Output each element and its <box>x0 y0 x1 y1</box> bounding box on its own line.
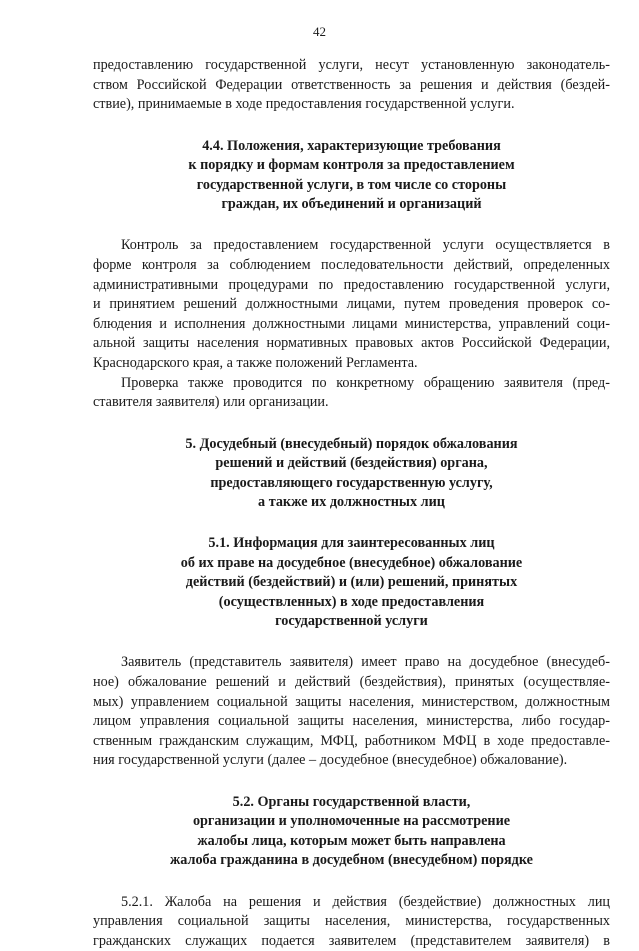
heading-line: 4.4. Положения, характеризующие требования <box>202 137 501 154</box>
heading-line: а также их должностных лиц <box>258 493 445 510</box>
heading-line: об их праве на досудебное (внесудебное) обжалование <box>180 554 523 571</box>
section-4-4-paragraph-2 <box>93 374 610 413</box>
heading-line: (осуществленных) в ходе предоставления <box>218 593 485 610</box>
text-line: форме контроля за соблюдением последовательности действий, определенных <box>93 257 610 273</box>
heading-line: 5.1. Информация для заинтересованных лиц <box>208 535 495 552</box>
text-line: Заявитель (представитель заявителя) имеет право на досудебное (внесудеб- <box>121 654 610 671</box>
heading-line: предоставляющего государственную услугу, <box>210 474 493 491</box>
text-line: ством Российской Федерации ответственность за решения и действия (бездей- <box>93 76 610 93</box>
text-line: ственным гражданским служащим, МФЦ, работником МФЦ в ходе предоставле- <box>93 732 610 749</box>
section-4-4-paragraph-1 <box>93 236 610 373</box>
text-line: управления социальной защиты населения, министерства, государственных <box>93 913 610 930</box>
intro-paragraph <box>93 56 610 115</box>
text-line: мых) управлением социальной защиты населения, министерством, должностным <box>93 693 610 710</box>
text-line: 5.2.1. Жалоба на решения и действия (бездействие) должностных лиц <box>121 893 610 910</box>
text-line: Проверка также проводится по конкретному обращению заявителя (пред- <box>121 374 610 391</box>
section-5-heading <box>93 435 610 513</box>
heading-line: граждан, их объединений и организаций <box>221 196 482 212</box>
text-line: административными процедурами по предоставлению государственной услуги, <box>93 276 610 293</box>
text-line: альной защиты населения нормативных правовых актов Российской Федерации, <box>93 335 610 352</box>
text-line: гражданских служащих подается заявителем (представителем заявителя) в <box>93 932 610 949</box>
text-line: ное) обжалование решений и действий (бездействия), принятых (осуществляе- <box>93 674 610 690</box>
page-number: 42 <box>313 24 326 39</box>
section-5-1-paragraph <box>93 653 610 771</box>
section-5-1-heading <box>93 534 610 631</box>
text-line: ставителя заявителя) или организации. <box>93 394 329 411</box>
heading-line: действий (бездействий) и (или) решений, принятых <box>185 574 518 591</box>
text-line: лицом управления социальной защиты населения, министерства, либо государ- <box>93 713 610 730</box>
heading-line: решений и действий (бездействия) органа, <box>215 455 488 472</box>
heading-line: 5. Досудебный (внесудебный) порядок обжалования <box>185 435 518 452</box>
section-4-4-heading <box>93 137 610 215</box>
text-line: и принятием решений должностными лицами, путем проведения проверок со- <box>93 296 610 313</box>
section-5-2-paragraph <box>93 893 610 951</box>
heading-line: организации и уполномоченные на рассмотрение <box>192 813 511 830</box>
heading-line: государственной услуги, в том числе со стороны <box>196 176 507 193</box>
text-line: блюдения и исполнения должностными лицами министерства, управлений соци- <box>93 315 610 332</box>
text-line: Краснодарского края, а также положений Регламента. <box>93 354 418 371</box>
heading-line: 5.2. Органы государственной власти, <box>232 793 471 810</box>
heading-line: жалоба гражданина в досудебном (внесудебном) порядке <box>170 852 533 869</box>
heading-line: государственной услуги <box>275 613 428 629</box>
text-line: предоставлению государственной услуги, несут установленную законодатель- <box>93 57 610 73</box>
document-body <box>93 56 610 951</box>
heading-line: к порядку и формам контроля за предоставлением <box>188 157 515 174</box>
section-5-2-heading <box>93 793 610 871</box>
text-line: ствие), принимаемые в ходе предоставления государственной услуги. <box>93 96 515 113</box>
text-line: Контроль за предоставлением государственной услуги осуществляется в <box>121 237 610 254</box>
text-line: ния государственной услуги (далее – досудебное (внесудебное) обжалование). <box>93 752 568 769</box>
heading-line: жалобы лица, которым может быть направлена <box>197 832 506 849</box>
